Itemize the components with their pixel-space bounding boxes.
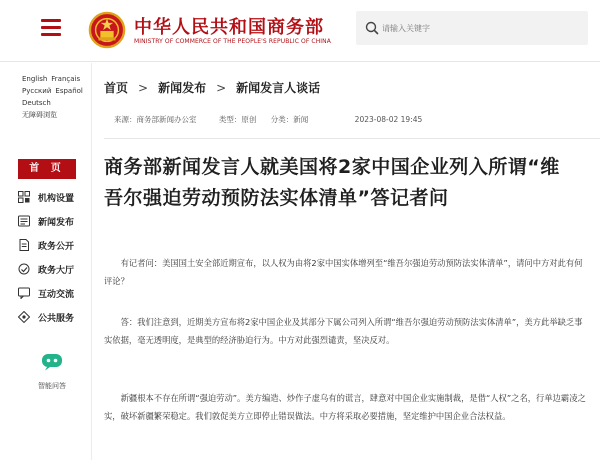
service-icon — [18, 311, 30, 323]
meta-category: 分类：新闻 — [270, 115, 309, 124]
site-header — [0, 0, 600, 62]
sidebar-item-label: 政务公开 — [38, 241, 75, 252]
chat-icon — [18, 287, 30, 299]
search-box — [356, 11, 588, 45]
article-paragraph: 答：我们注意到，近期美方宣布将2家中国企业及其部分下属公司列入所谓“维吾尔强迫劳动预防法实体清单”，美方此举缺乏事实依据，毫无透明度，是典型的经济胁迫行为。中方对此强烈谴责，坚决反对。 — [104, 317, 583, 345]
sidebar-item-public-service[interactable] — [18, 305, 92, 329]
chevron-right-icon: > — [138, 81, 149, 95]
article-meta — [114, 114, 422, 125]
meta-source: 来源：商务部新闻办公室 — [114, 115, 197, 124]
sidebar-item-label: 新闻发布 — [38, 217, 75, 228]
meta-datetime: 2023-08-02 19:45 — [354, 115, 423, 124]
site-title[interactable]: 中华人民共和国商务部 — [134, 17, 324, 38]
org-chart-icon — [18, 191, 30, 203]
article-title: 商务部新闻发言人就美国将2家中国企业列入所谓“维吾尔强迫劳动预防法实体清单”答记者问 — [104, 156, 560, 209]
sidebar-item-label: 机构设置 — [38, 193, 75, 204]
sidebar-item-label: 互动交流 — [38, 289, 75, 300]
national-emblem[interactable] — [88, 11, 126, 49]
sidebar-nav — [18, 185, 92, 329]
lang-spanish[interactable]: Español — [55, 87, 83, 95]
robot-chat-icon — [41, 353, 63, 371]
sidebar-item-label: 公共服务 — [38, 313, 75, 324]
sidebar-item-gov-affairs[interactable] — [18, 233, 92, 257]
sidebar-item-interaction[interactable] — [18, 281, 92, 305]
article-paragraph: 新疆根本不存在所谓“强迫劳动”。美方编造、炒作子虚乌有的谎言，肆意对中国企业实施制裁，是借“人权”之名，行单边霸凌之实，破坏新疆繁荣稳定。我们敦促美方立即停止错误做法。中方将采取必要措施，坚定维护中国企业合法权益。 — [104, 393, 586, 421]
smart-qa-button[interactable] — [30, 353, 74, 391]
article-paragraph: 有记者问：美国国土安全部近期宣布，以人权为由将2家中国实体增列至“维吾尔强迫劳动预防法实体清单”，请问中方对此有何评论？ — [104, 258, 583, 286]
menu-icon[interactable] — [41, 19, 61, 37]
divider — [104, 138, 600, 139]
document-icon — [18, 239, 30, 251]
sidebar-item-label: 政务大厅 — [38, 265, 75, 276]
accessibility-link[interactable]: 无障碍浏览 — [22, 111, 57, 119]
sidebar — [0, 63, 92, 460]
site-subtitle: MINISTRY OF COMMERCE OF THE PEOPLE'S REPUBLIC OF CHINA — [134, 38, 331, 45]
sidebar-item-service-hall[interactable] — [18, 257, 92, 281]
lang-french[interactable]: Français — [51, 75, 81, 83]
news-icon — [18, 215, 30, 227]
sidebar-item-news[interactable] — [18, 209, 92, 233]
lang-english[interactable]: English — [22, 75, 48, 83]
search-icon[interactable] — [364, 20, 380, 36]
language-links — [22, 73, 92, 121]
lang-russian[interactable]: Русский — [22, 87, 52, 95]
hall-icon — [18, 263, 30, 275]
breadcrumb-home[interactable]: 首页 — [104, 81, 129, 95]
sidebar-item-home[interactable]: 首 页 — [18, 159, 76, 179]
chevron-right-icon: > — [216, 81, 227, 95]
search-input[interactable] — [382, 19, 572, 37]
lang-german[interactable]: Deutsch — [22, 99, 51, 107]
breadcrumb-spokesperson[interactable]: 新闻发言人谈话 — [236, 81, 321, 95]
breadcrumb — [104, 79, 320, 96]
sidebar-item-organization[interactable] — [18, 185, 92, 209]
meta-type: 类型：原创 — [218, 115, 257, 124]
smart-qa-label: 智能问答 — [38, 382, 66, 390]
breadcrumb-news[interactable]: 新闻发布 — [158, 81, 207, 95]
